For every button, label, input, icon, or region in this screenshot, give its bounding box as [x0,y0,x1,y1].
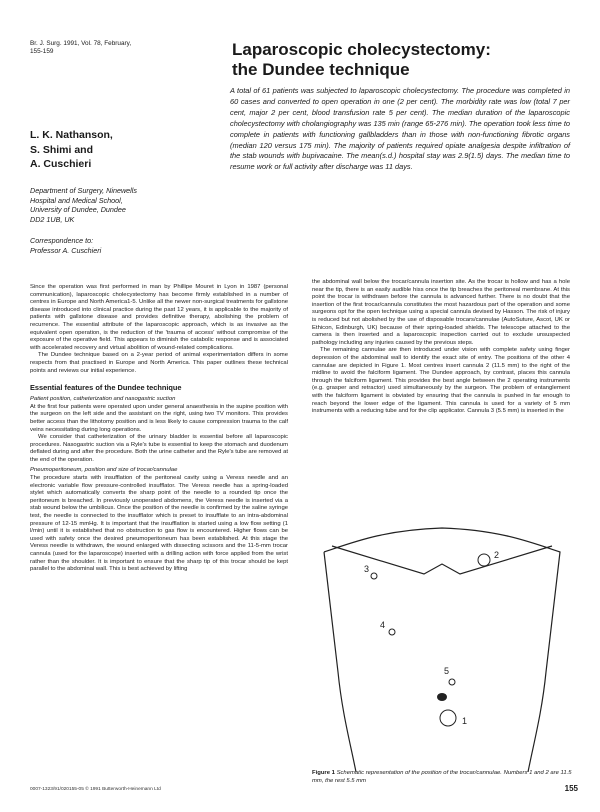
body-column-right [312,279,570,416]
figure-caption-text: Schematic representation of the position of the trocar/cannulae. Numbers 1 and 2 are 11.5 mm, the rest 5.5 mm [312,770,572,784]
article-title-line-2: the Dundee technique [232,60,410,79]
body-paragraph: The procedure starts with insufflation of the peritoneal cavity using a Veress needle and an electronic variable flow pressure-controlled insufflator. The Veress needle has a spring-loaded stylet which automatically converts the sharp point of the needle to a rounded tip once the peritoneum is breached. In previously unoperated abdomens, the Veress needle is inserted via a stab wound below the umbilicus. Once the position of the needle is confirmed by the saline syringe test, the needle is connected to the insufflator which is preset to insufflate to an intra-abdominal pressure of 12-15 mmHg. It is important that the insufflation is started using a low flow setting (1 l/min) until it is established that no obstruction to gas flow is encountered. Higher flows can be used with safety once the desired pneumoperitoneum has been established. At this stage the Veress needle is withdrawn, the wound enlarged with dissecting scissors and the 11-5-mm trocar cannula (used for the laparoscope) inserted with a drilling action with force applied from the wrist rather than the shoulder. It is important to ensure that the sharp tip of this trocar should be kept parallel to the abdominal wall. This is best achieved by lifting [30,475,288,573]
abstract: A total of 61 patients was subjected to laparoscopic cholecystectomy. The procedure was completed in 60 cases and converted to open operation in one (2 per cent). The morbidity rate was low (total 7 per cent, major 2 per cent, blood transfusion rate 5 per cent). The median duration of the laparoscopic cholecystectomy with cholangiography was 135 min (range 65-276 min). The operation took less time to complete in patients with functioning gallbladders than in those with non-functioning fibrotic organs (median 120 versus 175 min). The majority of patients required opiate analgesia despite infiltration of the stab wounds with bupivacaine. The mean(s.d.) hospital stay was 2.9(1.5) days. The median time to resume work or full activity after discharge was 11 days. [230,86,570,172]
author-list [30,128,210,172]
affiliation-line: Hospital and Medical School, [30,195,123,205]
cannula-site-1 [440,710,456,726]
author: S. Shimi and [30,143,94,156]
correspondence-name: Professor A. Cuschieri [30,245,102,255]
journal-citation-pages: 155-159 [30,48,54,55]
author: L. K. Nathanson, [30,129,113,141]
intro-paragraph: The Dundee technique based on a 2-year period of animal experimentation differs in some respects from that practised in Europe and North America. This paper outlines these technical points and reviews our initial experience. [30,352,288,374]
intro-paragraph: Since the operation was first performed in man by Phillipe Mouret in Lyon in 1987 (personal communication), laparoscopic cholecystectomy has become firmly established in a number of centres in Europe and North America1-5. Unlike all the newer non-surgical treatments for gallstone disease introduced into clinical practice during the past 12 years, it is applicable to the majority of patients with gallstone disease and provides definitive therapy, abolishing the problem of recurrence. The essential attribute of the laparoscopic approach, which is as invasive as the equivalent open operation, is the reduction of the 'trauma of access' without compromise of the exposure of the operative field. This appears to diminish the catabolic response and is associated with accelerated recovery and virtual abolition of wound-related complications. [30,284,288,351]
body-paragraph: the abdominal wall below the trocar/cannula insertion site. As the trocar is hollow and has a hole near the tip, there is an easily audible hiss once the tip breaches the peritoneal membrane. At this point the trocar is withdrawn before the cannula is advanced further. There is no doubt that the insertion of the first trocar/cannula constitutes the most hazardous part of the operation and some surgeons opt for the open technique using a special cannula devised by Hasson. The risk of injury is reduced but not abolished by the use of disposable trocars/cannulae (AutoSuture, Ascot, UK or Ethicon, Edinburgh, UK) because of their spring-loaded shields. The telescope attached to the camera is then inserted and a laparoscopic inspection carried out to exclude unsuspected pathology including any injuries caused by the previous steps. [312,279,570,346]
correspondence [30,236,210,255]
cannula-label: 5 [444,666,450,676]
body-paragraph: At the first four patients were operated upon under general anaesthesia in the supine position with the surgeon on the left side and the assistant on the right, using two TV monitors. This provides better access than the lithotomy position and is less likely to cause compression trauma to the calf veins necessitating during long operations. [30,403,288,433]
journal-citation-line: Br. J. Surg. 1991, Vol. 78, February, [30,40,132,47]
figure-1 [314,522,570,772]
affiliation-line: Department of Surgery, Ninewells [30,186,137,195]
subsection-heading: Pneumoperitoneum, position and size of trocar/cannulae [30,467,178,474]
umbilicus [437,693,447,701]
subsection-heading: Patient position, catheterization and nasogastric suction [30,396,176,403]
cannula-site-3 [371,573,377,579]
cannula-label: 2 [494,550,500,560]
copyright-line: 0007-1323/91/020155-05 © 1991 Butterworth-Heinemann Ltd [30,787,161,792]
figure-caption [312,770,574,785]
cannula-label: 3 [364,564,370,574]
trocar-position-diagram [314,522,570,772]
cannula-site-5 [449,679,455,685]
affiliation-line: DD2 1UB, UK [30,214,75,224]
correspondence-label: Correspondence to: [30,236,94,245]
author: A. Cuschieri [30,158,92,170]
cannula-site-4 [389,629,395,635]
journal-citation [30,40,220,56]
affiliation [30,186,210,224]
cannula-site-2 [478,554,490,566]
body-column-left [30,284,288,574]
cannula-label: 1 [462,716,468,726]
cannula-label: 4 [380,620,386,630]
article-title [232,40,562,80]
affiliation-line: University of Dundee, Dundee [30,205,126,215]
body-paragraph: The remaining cannulae are then introduced under vision with complete safety using finger depression of the abdominal wall to identify the exact site of entry. The positions of the other 4 cannulae are depicted in Figure 1. Most centres insert cannula 2 (11.5 mm) to the right of the midline to avoid the falciform ligament. The Dundee approach, by contrast, places this cannula through the falciform ligament. This provides the best angle between the 2 operating instruments (e.g. grasper and retractor) used simultaneously by the surgeon. The problem of entanglement with the falciform ligament is obviated by ensuring that the cannula is pushed in far enough to reach beyond the lower edge of the ligament. This cannula is used for a variety of 5 mm instruments with a reducing tube and for the clip applicator. Cannula 3 (5.5 mm) is inserted in the [312,347,570,415]
section-heading: Essential features of the Dundee technique [30,383,182,393]
body-paragraph: We consider that catheterization of the urinary bladder is essential before all laparoscopic procedures. Nasogastric suction via a Ryle's tube is essential to keep the stomach and duodenum deflated during and after the procedure. Both the urine catheter and the Ryle's tube are removed at the end of the operation. [30,434,288,463]
page-number: 155 [564,784,578,793]
article-title-line-1: Laparoscopic cholecystectomy: [232,40,491,59]
figure-caption-label: Figure 1 [312,770,335,776]
